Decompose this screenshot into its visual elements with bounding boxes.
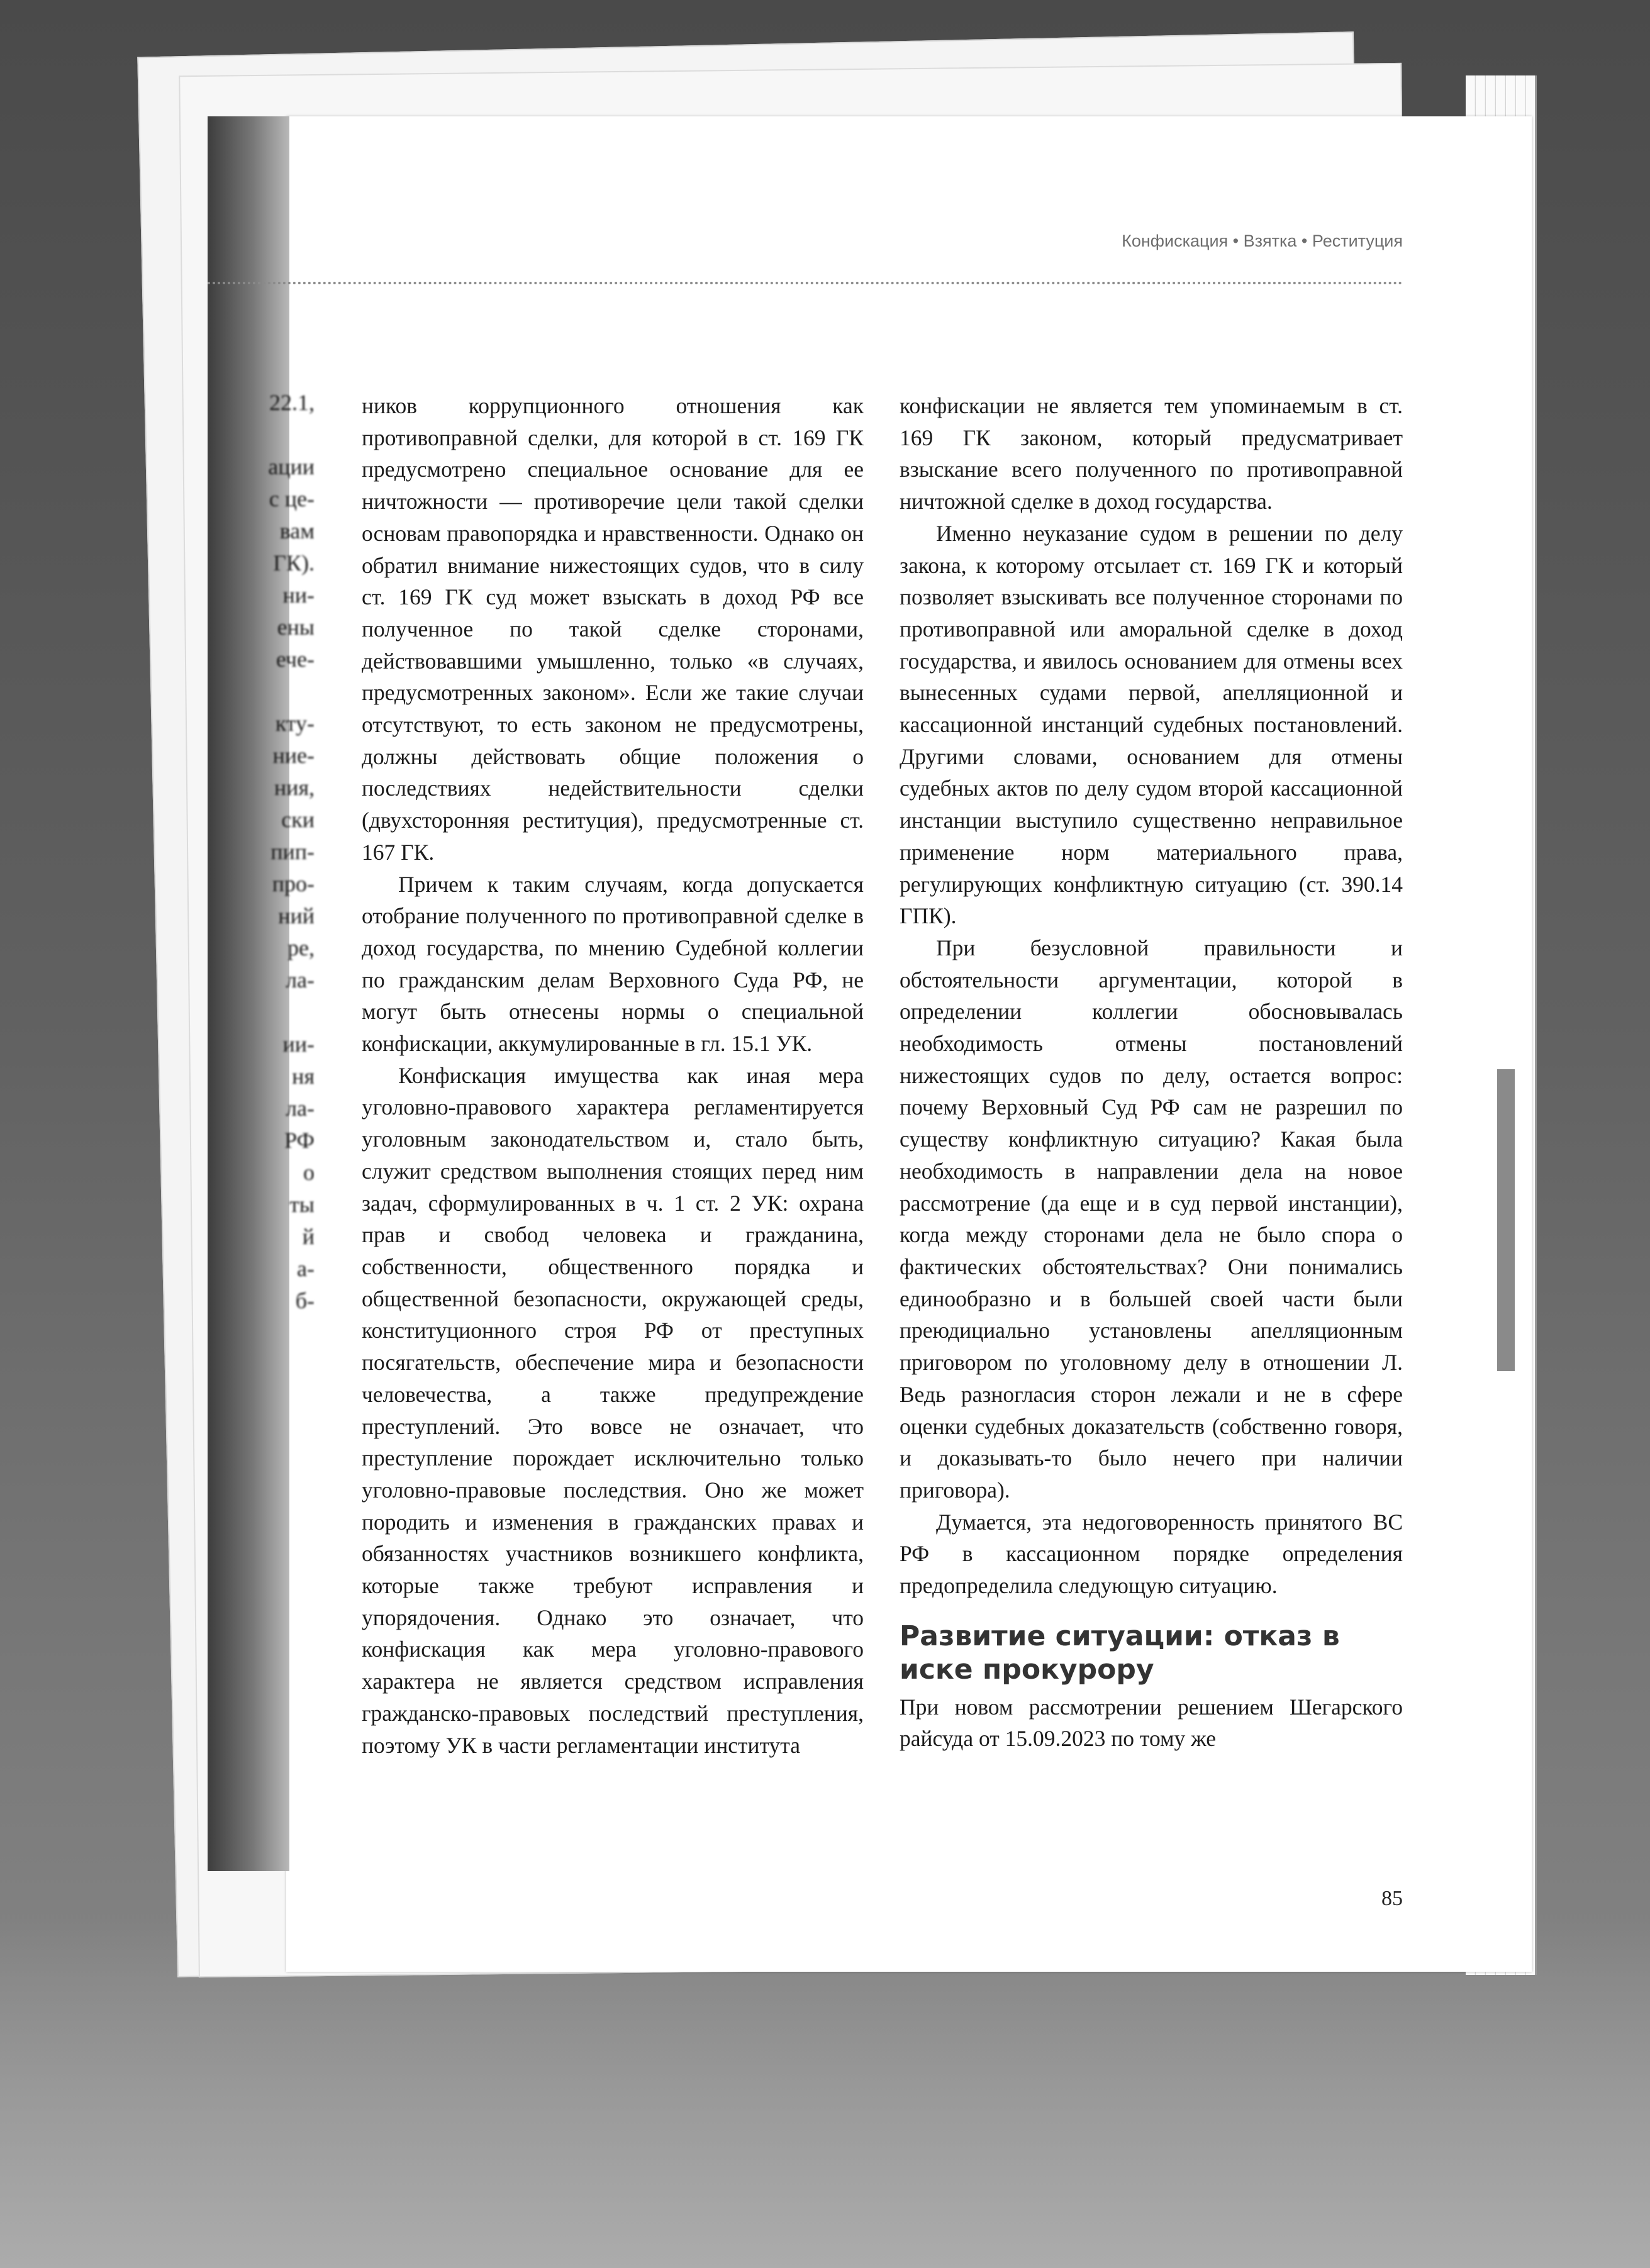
paragraph: При безусловной правильности и обстоятельности аргументации, которой в определении коллегии обосновывалась необходимость отмены постановлений нижестоящих судов по делу, остается вопрос: почему Верховный Суд РФ сам не разрешил по существу конфликтную ситуацию? Какая была необходимость в направлении дела на новое рассмотрение (да еще и в суд первой инстанции), когда между сторонами дела не было спора о фактических обстоятельствах? Они понимались единообразно и в большей своей части были преюдициально установлены апелляционным приговором по уголовному делу в отношении Л. Ведь разногласия сторон лежали и не в сфере оценки судебных доказательств (собственно говоря, и доказывать-то было нечего при наличии приговора). xyxy=(900,935,1403,1503)
previous-page-fragment: й xyxy=(302,1224,315,1249)
previous-page-fragment: ации xyxy=(268,454,315,479)
paragraph: ников коррупционного отношения как противоправной сделки, для которой в ст. 169 ГК предусмотрено специальное основание для ее ничтожности — противоречие цели такой сделки основам правопорядка и нравственности. Однако он обратил внимание нижестоящих судов, что в силу ст. 169 ГК суд может взыскать в доход РФ все полученное по такой сделке сторонами, действовавшими умышленно, только «в случаях, предусмотренных законом». Если же такие случаи отсутствуют, то есть законом не предусмотрены, должны действовать общие положения о последствиях недействительности сделки (двухсторонняя реституция), предусмотренные ст. 167 ГК. xyxy=(362,393,864,865)
previous-page-fragment: ни- xyxy=(282,582,315,608)
previous-page-fragment: ГК). xyxy=(273,550,315,575)
paragraph: При новом рассмотрении решением Шегарского райсуда от 15.09.2023 по тому же xyxy=(900,1694,1403,1752)
section-heading: Развитие ситуации: отказ в иске прокурору xyxy=(900,1620,1340,1686)
previous-page-fragment: кту- xyxy=(275,711,315,736)
paragraph: Думается, эта недоговоренность принятого ВС РФ в кассационном порядке определения предопределила следующую ситуацию. xyxy=(900,1509,1403,1599)
previous-page-fragment: вам xyxy=(279,518,315,543)
previous-page-fragment: о xyxy=(303,1160,315,1185)
previous-page-fragment: 22.1, xyxy=(269,390,315,415)
page-edge-mark xyxy=(1497,1069,1515,1371)
paragraph: Причем к таким случаям, когда допускается отобрание полученного по противоправной сделке в доход государства, по мнению Судебной коллегии по гражданским делам Верховного Суда РФ, не могут быть отнесены нормы о специальной конфискации, аккумулированные в гл. 15.1 УК. xyxy=(362,871,864,1057)
previous-page-fragment: ня xyxy=(292,1064,315,1089)
previous-page-fragment: а- xyxy=(297,1256,315,1281)
previous-page-fragment: с це- xyxy=(269,486,315,511)
previous-page-strip xyxy=(208,116,315,1877)
right-column xyxy=(900,390,1403,1755)
previous-page-fragment: ре, xyxy=(287,935,315,960)
previous-page-fragment: ты xyxy=(289,1192,315,1217)
paragraph: Конфискация имущества как иная мера уголовно-правового характера регламентируется уголовным законодательством и, стало быть, служит средством выполнения стоящих перед ним задач, сформулированных в ч. 1 ст. 2 УК: охрана прав и свобод человека и гражданина, собственности, общественного порядка и общественной безопасности, окружающей среды, конституционного строя РФ от преступных посягательств, обеспечение мира и безопасности человечества, а также предупреждение преступлений. Это вовсе не означает, что преступление порождает исключительно только уголовно-правовые последствия. Оно же может породить и изменения в гражданских правах и обязанностях участников возникшего конфликта, которые также требуют исправления и упорядочения. Однако это означает, что конфискация как мера уголовно-правового характера не является средством исправления гражданско-правовых последствий преступления, поэтому УК в части регламентации института xyxy=(362,1062,864,1758)
previous-page-fragment: ния, xyxy=(274,775,315,800)
paragraph: Именно неуказание судом в решении по делу закона, к которому отсылает ст. 169 ГК и который позволяет взыскивать все полученное сторонами по противоправной или аморальной сделке в доход государства, и явилось основанием для отмены всех вынесенных судами первой, апелляционной и кассационной инстанций судебных постановлений. Другими словами, основанием для отмены судебных актов по делу судом второй кассационной инстанции выступило существенно неправильное применение норм материального права, регулирующих конфликтную ситуацию (ст. 390.14 ГПК). xyxy=(900,520,1403,929)
left-column xyxy=(362,390,864,1761)
previous-page-fragment: про- xyxy=(272,871,315,896)
previous-page-fragment: ены xyxy=(277,614,315,640)
previous-page-fragment: б- xyxy=(295,1288,315,1313)
running-head: Конфискация • Взятка • Реституция xyxy=(1122,231,1403,250)
previous-page-fragment: пип- xyxy=(270,839,315,864)
previous-page-fragment: ски xyxy=(281,807,315,832)
previous-page-fragment xyxy=(208,996,315,1028)
previous-page-fragment: ла- xyxy=(286,1096,315,1121)
previous-page-fragment xyxy=(208,419,315,451)
previous-page-fragment: ние- xyxy=(272,743,315,768)
previous-page-fragment xyxy=(208,675,315,708)
previous-page-fragment: ла- xyxy=(286,967,315,992)
header-divider xyxy=(208,282,1403,284)
previous-page-text xyxy=(208,387,315,1317)
previous-page-fragment: РФ xyxy=(284,1128,315,1153)
previous-page-fragment: ече- xyxy=(276,647,315,672)
previous-page-fragment: ии- xyxy=(282,1031,315,1057)
page-number: 85 xyxy=(1381,1887,1403,1910)
previous-page-fragment: ний xyxy=(278,903,315,928)
paragraph: конфискации не является тем упоминаемым в ст. 169 ГК законом, который предусматривает взыскание всего полученного по противоправной ничтожной сделке в доход государства. xyxy=(900,393,1403,514)
